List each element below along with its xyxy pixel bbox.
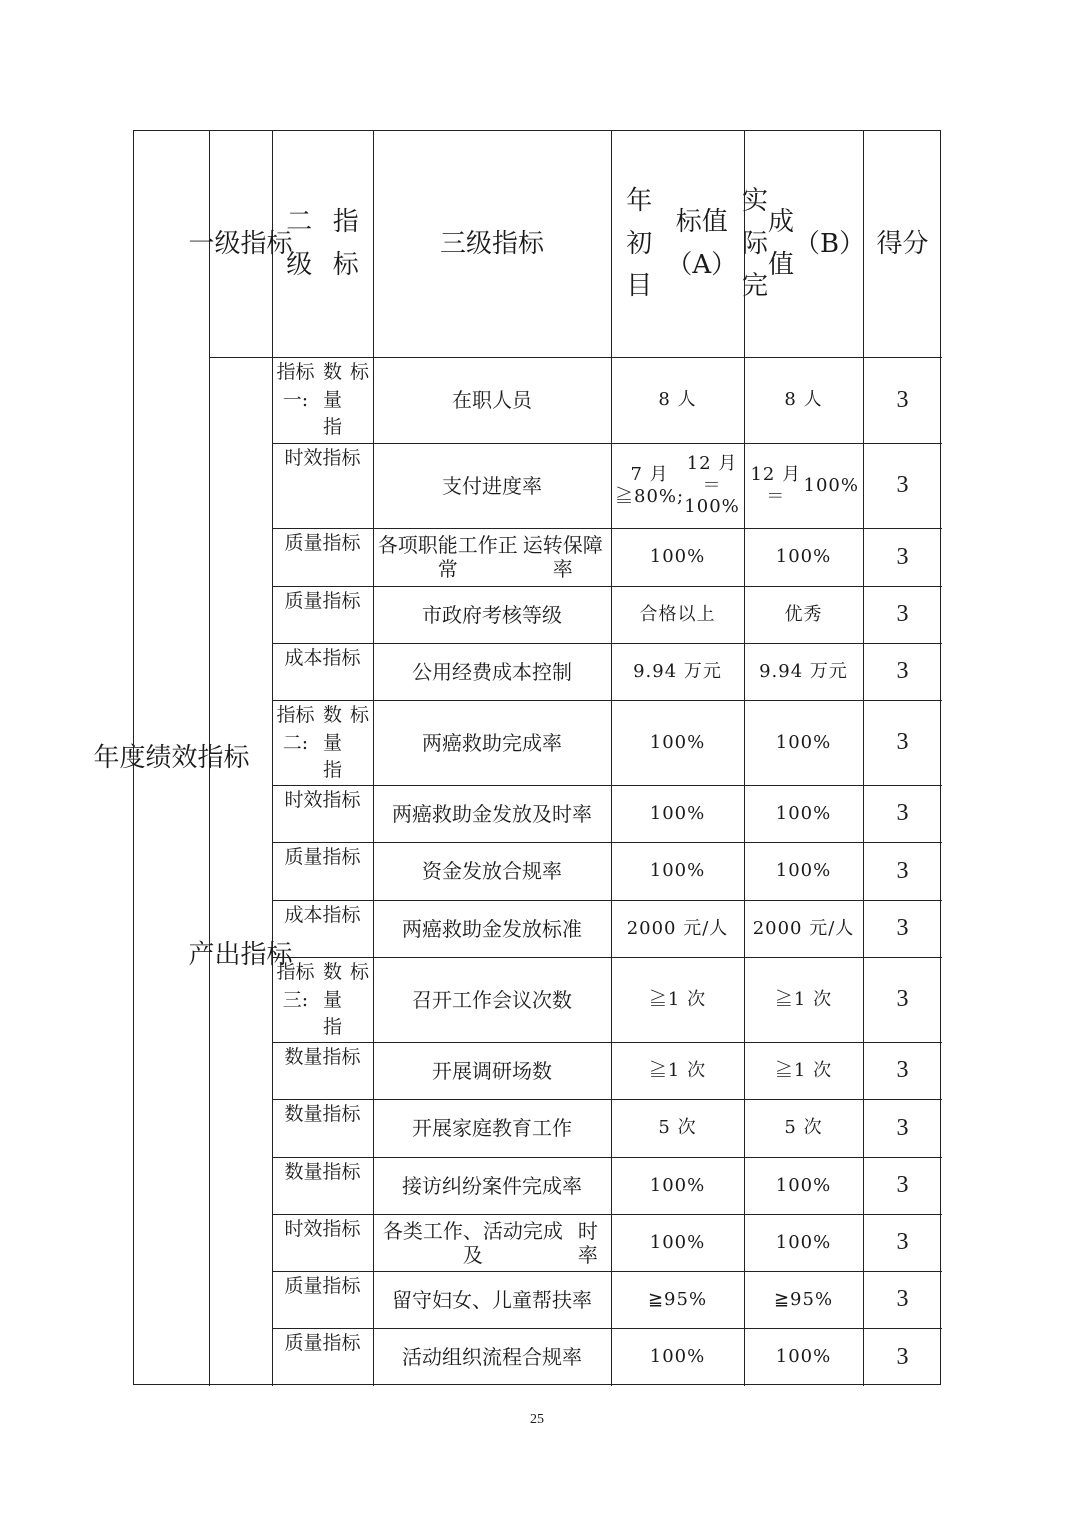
score-cell: 3 xyxy=(896,1172,909,1199)
actual-value-cell: 100% xyxy=(775,1231,832,1253)
actual-value-cell: 100% xyxy=(775,1174,832,1196)
level2-cell: 质量指 标 xyxy=(284,1275,361,1297)
actual-value-cell: 100% xyxy=(775,1346,832,1368)
level3-cell: 两癌救助金发放及时率 xyxy=(392,801,592,826)
level3-cell: 公用经费成本控制 xyxy=(412,659,572,684)
actual-value-cell: 9.94 万元 xyxy=(759,660,848,682)
level3-cell: 各项职能工作正常 运转保障率 xyxy=(377,533,603,581)
merged-output-indicator: 产 出 指 标 xyxy=(188,940,293,970)
score-cell: 3 xyxy=(896,729,909,756)
actual-value-cell: 5 次 xyxy=(784,1117,823,1139)
level2-cell: 指标一: 数量指 标 xyxy=(276,361,369,439)
level2-cell: 质量指 标 xyxy=(284,846,361,868)
level3-cell: 两癌救助完成率 xyxy=(422,730,562,755)
performance-table xyxy=(93,130,941,1385)
actual-value-cell: 12 月＝ 100% xyxy=(750,463,859,507)
score-cell: 3 xyxy=(896,543,909,570)
level2-cell: 质量指 标 xyxy=(284,532,361,554)
target-value-cell: 100% xyxy=(649,546,706,568)
target-value-cell: ≧1 次 xyxy=(648,988,707,1010)
level3-cell: 开展调研场数 xyxy=(432,1058,552,1083)
level3-cell: 资金发放合规率 xyxy=(422,859,562,883)
actual-value-cell: ≧1 次 xyxy=(774,1059,833,1081)
actual-value-cell: ≧95% xyxy=(773,1288,834,1310)
target-value-cell: 100% xyxy=(649,1231,706,1253)
target-value-cell: 100% xyxy=(649,1174,706,1196)
table-grid xyxy=(93,131,940,1384)
level3-cell: 在职人员 xyxy=(452,388,532,412)
level3-cell: 各类工作、活动完成及 时率 xyxy=(382,1218,598,1267)
level2-cell: 成本指 标 xyxy=(284,904,361,926)
score-cell: 3 xyxy=(896,986,909,1013)
level2-cell: 时效指 标 xyxy=(284,447,361,469)
target-value-cell: 100% xyxy=(649,1346,706,1368)
level2-cell: 指标二: 数量指 标 xyxy=(276,704,369,782)
level3-cell: 留守妇女、儿童帮扶率 xyxy=(392,1287,592,1312)
level2-cell: 质量指 标 xyxy=(284,590,361,612)
target-value-cell: 100% xyxy=(649,731,706,753)
score-cell: 3 xyxy=(896,857,909,884)
header-level3: 三级指标 xyxy=(439,228,544,259)
level3-cell: 接访纠纷案件完成率 xyxy=(402,1173,582,1198)
header-level2: 二级 指标 xyxy=(286,207,359,280)
score-cell: 3 xyxy=(896,658,909,685)
level3-cell: 市政府考核等级 xyxy=(422,602,562,627)
score-cell: 3 xyxy=(896,472,909,499)
target-value-cell: 8 人 xyxy=(658,389,697,411)
level2-cell: 数量指 标 xyxy=(284,1103,361,1125)
target-value-cell: 7 月≧80%; 12 月＝100% xyxy=(615,453,740,518)
level2-cell: 数量指 标 xyxy=(284,1046,361,1068)
actual-value-cell: 100% xyxy=(775,802,832,824)
target-value-cell: 100% xyxy=(649,860,706,882)
page-number: 25 xyxy=(530,1412,544,1427)
score-cell: 3 xyxy=(896,386,909,413)
level3-cell: 活动组织流程合规率 xyxy=(402,1345,582,1369)
level3-cell: 开展家庭教育工作 xyxy=(412,1116,572,1140)
level3-cell: 支付进度率 xyxy=(442,473,542,498)
target-value-cell: 5 次 xyxy=(658,1117,697,1139)
level2-cell: 时效指 标 xyxy=(284,1218,361,1240)
header-level1: 一 级 指 标 xyxy=(188,228,293,259)
actual-value-cell: 100% xyxy=(775,731,832,753)
score-cell: 3 xyxy=(896,1286,909,1313)
level2-cell: 指标三: 数量指 标 xyxy=(276,961,369,1039)
score-cell: 3 xyxy=(896,601,909,628)
score-cell: 3 xyxy=(896,1343,909,1370)
actual-value-cell: 优秀 xyxy=(784,603,823,625)
merged-year-performance: 年 度 绩 效 指 标 xyxy=(93,743,250,773)
level2-cell: 时效指 标 xyxy=(284,789,361,811)
level3-cell: 召开工作会议次数 xyxy=(412,987,572,1012)
target-value-cell: ≧1 次 xyxy=(648,1059,707,1081)
header-target: 年初目 标值（A） xyxy=(626,185,738,302)
target-value-cell: ≧95% xyxy=(647,1288,708,1310)
actual-value-cell: 8 人 xyxy=(784,389,823,411)
level2-cell: 数量指 标 xyxy=(284,1161,361,1183)
level2-cell: 质量指 标 xyxy=(284,1332,361,1354)
header-score: 得分 xyxy=(876,228,929,259)
score-cell: 3 xyxy=(896,1229,909,1256)
target-value-cell: 合格以上 xyxy=(639,603,716,625)
target-value-cell: 9.94 万元 xyxy=(633,660,722,682)
score-cell: 3 xyxy=(896,800,909,827)
score-cell: 3 xyxy=(896,1057,909,1084)
actual-value-cell: 100% xyxy=(775,860,832,882)
header-actual: 实际完 成值 （B） xyxy=(741,185,866,302)
actual-value-cell: ≧1 次 xyxy=(774,988,833,1010)
target-value-cell: 2000 元/人 xyxy=(626,917,729,939)
level3-cell: 两癌救助金发放标准 xyxy=(402,916,582,941)
actual-value-cell: 100% xyxy=(775,546,832,568)
score-cell: 3 xyxy=(896,915,909,942)
level2-cell: 成本指 标 xyxy=(284,647,361,669)
actual-value-cell: 2000 元/ 人 xyxy=(752,917,855,939)
score-cell: 3 xyxy=(896,1114,909,1141)
target-value-cell: 100% xyxy=(649,802,706,824)
